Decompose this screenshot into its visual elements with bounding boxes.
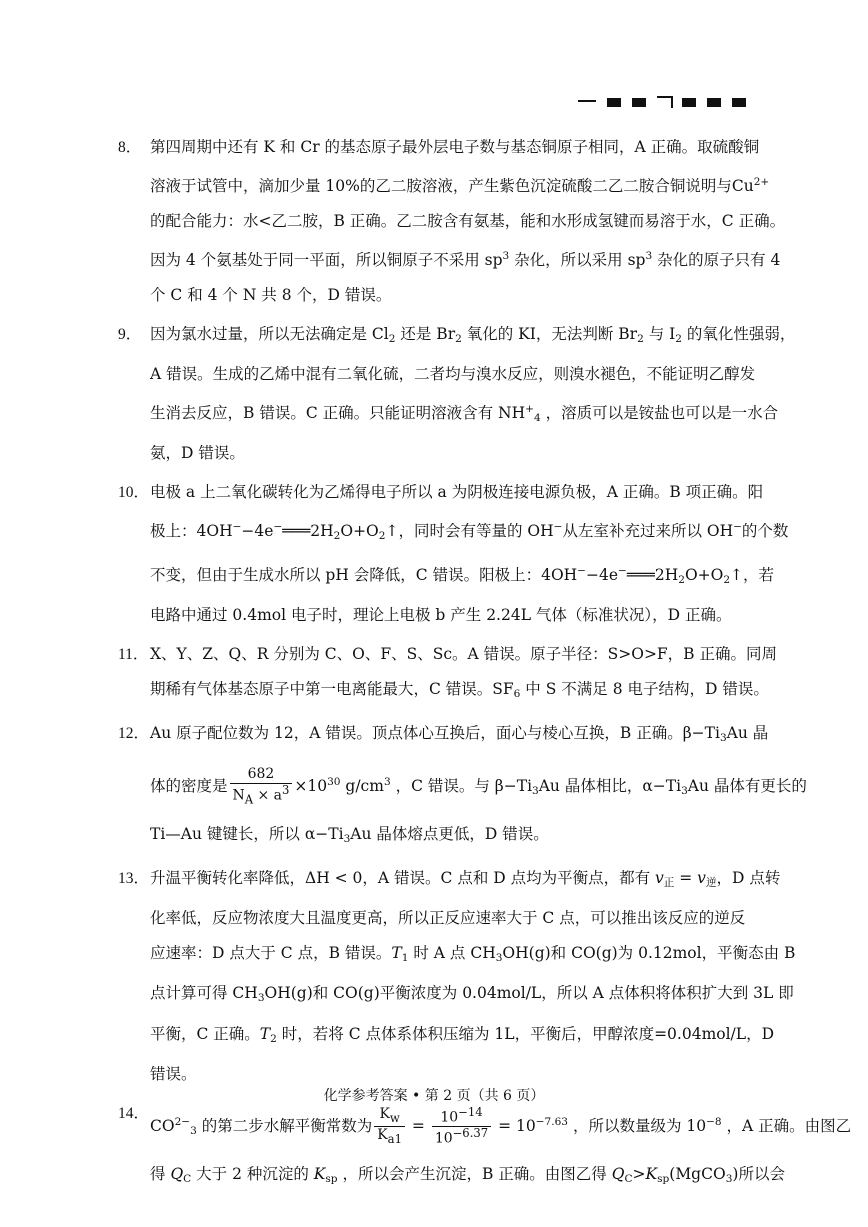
superscript: − (553, 520, 563, 533)
subscript: 正 (663, 877, 675, 890)
answer-item (118, 716, 807, 857)
subscript: 逆 (705, 877, 717, 890)
text-run: 体的密度是 (150, 776, 228, 795)
answer-number: 11． (118, 645, 149, 663)
answer-number: 10． (118, 483, 150, 501)
text-run: 的氧化性强弱， (682, 324, 796, 343)
italic-symbol: K (313, 1164, 326, 1183)
superscript: − (618, 564, 627, 577)
answer-line (120, 130, 760, 165)
text-run: 因为 4 个氨基处于同一平面，所以铜原子不采用 sp (150, 250, 503, 269)
italic-symbol: v (697, 869, 706, 888)
answer-line (120, 1157, 785, 1197)
text-run: X、Y、Z、Q、R 分别为 C、O、F、S、Sc。A 错误。原子半径：S>O>F，B 正确。同周 (150, 644, 778, 663)
header-mark-block (732, 98, 746, 107)
answer-line (120, 239, 781, 278)
subscript: 2 (723, 573, 731, 586)
fraction-numerator: $K_w$ (374, 1106, 405, 1127)
text-run: −4e (241, 521, 274, 540)
text-run: Au 晶体相比，α−Ti (538, 776, 682, 795)
text-run: CO (150, 1116, 175, 1135)
text-run: 杂化，所以采用 sp (509, 250, 646, 269)
subscript: 6 (513, 687, 521, 700)
subscript: 2 (678, 573, 685, 586)
subscript: C (183, 1172, 192, 1185)
subscript: 2 (378, 529, 386, 542)
text-run: 的个数 (741, 521, 789, 540)
subscript: 2 (455, 332, 462, 345)
subscript: C (624, 1172, 633, 1185)
superscript: 2− (174, 1115, 191, 1128)
text-run: ，溶质可以是铵盐也可以是一水合 (540, 403, 779, 422)
text-run: = (674, 869, 698, 888)
text-run: 极上：4OH (150, 521, 233, 540)
answer-line (120, 278, 750, 313)
text-run: O+O (340, 521, 379, 540)
header-marks (578, 96, 748, 110)
subscript: 2 (333, 529, 341, 542)
text-run: 第四周期中还有 K 和 Cr 的基态原子最外层电子数与基态铜原子相同，A 正确。取硫酸铜 (150, 138, 760, 156)
subscript: 2 (388, 332, 396, 345)
text-run: 因为氯水过量，所以无法确定是 Cl (150, 324, 389, 343)
answer-item (118, 637, 778, 712)
answer-line (120, 637, 778, 672)
answer-number: 14． (118, 1104, 150, 1122)
answer-line (120, 901, 750, 936)
subscript: 1 (401, 952, 409, 965)
text-run: ↑，同时会有等量的 OH (385, 521, 554, 540)
answer-item (118, 861, 796, 1092)
text-run: OH(g)和 CO(g)为 0.12mol，平衡态由 B (502, 944, 796, 963)
superscript: − (232, 520, 242, 533)
subscript: 2 (270, 1032, 277, 1045)
superscript: −7.63 (535, 1115, 569, 1128)
text-run: 时 A 点 CH (408, 944, 496, 963)
text-run: 氧化的 KI，无法判断 Br (461, 324, 638, 343)
fraction (230, 766, 293, 807)
answer-line (120, 436, 750, 471)
text-run: 氨，D 错误。 (150, 443, 245, 462)
text-run: ，D 点转 (716, 869, 781, 888)
answer-line (120, 1017, 774, 1057)
italic-symbol: v (655, 869, 664, 888)
text-run: ，A 正确。由图乙 (721, 1116, 852, 1135)
subscript: 3 (495, 952, 503, 965)
fraction (374, 1106, 405, 1146)
italic-symbol: T (259, 1024, 271, 1043)
header-mark-block (607, 98, 621, 107)
text-run: 电路中通过 0.4mol 电子时，理论上电极 b 产生 2.24L 气体（标准状况），D 正确。 (150, 605, 732, 624)
answer-list (118, 130, 852, 1197)
text-run: 升温平衡转化率降低，ΔH < 0，A 错误。C 点和 D 点均为平衡点，都有 (150, 869, 656, 888)
text-run: 平衡，C 正确。 (150, 1024, 260, 1043)
header-mark-block (707, 98, 721, 107)
answer-line (120, 510, 789, 554)
text-run: 时，若将 C 点体系体积压缩为 1L，平衡后，甲醇浓度=0.04mol/L，D (276, 1024, 774, 1043)
text-run: ↑，若 (730, 565, 775, 584)
fraction-denominator: $10^{-6.37}$ (434, 1125, 489, 1147)
answer-line (120, 756, 807, 817)
answer-line (120, 598, 750, 633)
answer-line (120, 204, 786, 239)
subscript: 3 (681, 784, 688, 797)
subscript: 3 (343, 833, 351, 846)
answer-item (118, 130, 786, 313)
subscript: 2 (675, 332, 682, 345)
answer-line (120, 817, 750, 857)
fraction-numerator: 682 (230, 766, 293, 784)
fraction (432, 1106, 491, 1148)
text-run: 大于 2 种沉淀的 (191, 1164, 314, 1183)
text-run: )所以会 (732, 1164, 785, 1183)
answer-line (120, 716, 769, 756)
superscript: 2+ (753, 176, 770, 188)
text-run: 期稀有气体基态原子中第一电离能最大，C 错误。SF (150, 679, 514, 698)
text-run: 化率低，反应物浓度大且温度更高，所以正反应速率大于 C 点，可以推出该反应的逆反 (150, 909, 746, 928)
answer-line (120, 936, 796, 976)
answer-item (118, 1096, 852, 1197)
answer-item (118, 475, 789, 633)
text-run: > (632, 1164, 646, 1183)
text-run: Au 晶 (726, 723, 769, 742)
text-run: ×10 (294, 776, 328, 795)
italic-symbol: K (645, 1164, 658, 1183)
answer-number: 9． (118, 325, 142, 343)
italic-symbol: Q (170, 1164, 184, 1183)
superscript: − (273, 520, 283, 533)
header-mark-bracket (657, 96, 673, 108)
text-run: = (406, 1116, 430, 1135)
subscript: 3 (725, 1172, 733, 1185)
text-run: −4e (586, 565, 619, 584)
text-run: 中 S 不满足 8 电子结构，D 错误。 (520, 679, 769, 698)
answer-line (120, 357, 756, 392)
text-run: 从左室补充过来所以 OH (562, 521, 734, 540)
text-run: 的配合能力：水<乙二胺，B 正确。乙二胺含有氨基，能和水形成氢键而易溶于水，C 正确。 (150, 211, 786, 230)
text-run: ，所以会产生沉淀，B 正确。由图乙得 (337, 1164, 612, 1183)
answer-line (120, 554, 775, 598)
answer-line (120, 392, 779, 436)
text-run: = 10 (493, 1116, 536, 1135)
fraction-denominator: $K_{a1}$ (377, 1126, 402, 1146)
superscript: − (733, 520, 742, 533)
text-run: 还是 Br (395, 324, 456, 343)
answer-line (120, 475, 764, 510)
text-run: 的第二步水解平衡常数为 (196, 1116, 373, 1135)
text-run: (MgCO (669, 1164, 726, 1183)
text-run: ═══2H (626, 565, 679, 584)
text-run: O+O (684, 565, 724, 584)
superscript: 30 (327, 775, 341, 788)
text-run: 生消去反应，B 错误。C 正确。只能证明溶液含有 NH (150, 403, 526, 422)
superscript: − (577, 564, 586, 577)
header-mark-block (632, 98, 646, 107)
header-mark-dash (578, 100, 596, 102)
answer-number: 8． (118, 139, 142, 156)
text-run: 应速率：D 点大于 C 点，B 错误。 (150, 944, 392, 963)
italic-symbol: T (391, 944, 402, 963)
text-run: 与 I (643, 324, 676, 343)
superscript: + (525, 402, 534, 415)
text-run: 杂化的原子只有 4 (652, 250, 781, 269)
text-run: Ti—Au 键键长，所以 α−Ti (150, 824, 344, 843)
text-run: 电极 a 上二氧化碳转化为乙烯得电子所以 a 为阴极连接电源负极，A 正确。B 项正确。阳 (150, 482, 764, 501)
text-run: 不变，但由于生成水所以 pH 会降低，C 错误。阳极上：4OH (150, 565, 578, 584)
text-run: ═══2H (282, 521, 334, 540)
italic-symbol: Q (611, 1164, 625, 1183)
fraction-numerator: $10^{-14}$ (432, 1106, 491, 1127)
superscript: −8 (706, 1115, 722, 1128)
answer-line (120, 861, 781, 901)
subscript: sp (325, 1172, 338, 1185)
superscript: 3 (383, 775, 391, 788)
text-run: 个 C 和 4 个 N 共 8 个，D 错误。 (150, 285, 392, 304)
subscript: 2 (637, 332, 644, 345)
text-run: ，所以数量级为 10 (568, 1116, 707, 1135)
text-run: 溶液于试管中，滴加少量 10%的乙二胺溶液，产生紫色沉淀硫酸二乙二胺合铜说明与Cu (150, 176, 754, 195)
page-footer: 化学参考答案 • 第 2 页（共 6 页） (323, 1088, 545, 1104)
text-run: 点计算可得 CH (150, 984, 258, 1003)
header-mark-block (682, 98, 696, 107)
text-run: Au 原子配位数为 12，A 错误。顶点体心互换后，面心与棱心互换，B 正确。β−Ti (150, 723, 720, 742)
superscript: 3 (502, 249, 510, 262)
answer-number: 13． (118, 870, 150, 888)
text-run: A 错误。生成的乙烯中混有二氧化硫，二者均与溴水反应，则溴水褪色，不能证明乙醇发 (150, 364, 756, 383)
subscript: sp (657, 1172, 670, 1185)
answer-item (118, 317, 796, 471)
text-run: 错误。 (150, 1064, 197, 1083)
subscript: 3 (719, 731, 727, 744)
text-run: g/cm (340, 776, 384, 795)
subscript: 3 (257, 992, 265, 1005)
answer-line (120, 317, 796, 357)
subscript: 3 (190, 1124, 197, 1137)
answer-number: 12． (118, 724, 150, 742)
superscript: 3 (645, 249, 653, 262)
text-run: Au 晶体有更长的 (687, 776, 807, 795)
text-run: OH(g)和 CO(g)平衡浓度为 0.04mol/L，所以 A 点体积将体积扩大到 3L 即 (264, 984, 794, 1003)
answer-line (120, 165, 770, 204)
subscript: 4 (533, 411, 541, 424)
answer-line (120, 672, 769, 712)
text-run: 得 (150, 1164, 171, 1183)
fraction-denominator: $N_A \times a^3$ (232, 782, 290, 807)
text-run: Au 晶体熔点更低，D 错误。 (350, 824, 549, 843)
answer-line (120, 976, 794, 1016)
text-run: ，C 错误。与 β−Ti (390, 776, 533, 795)
subscript: 3 (532, 784, 539, 797)
